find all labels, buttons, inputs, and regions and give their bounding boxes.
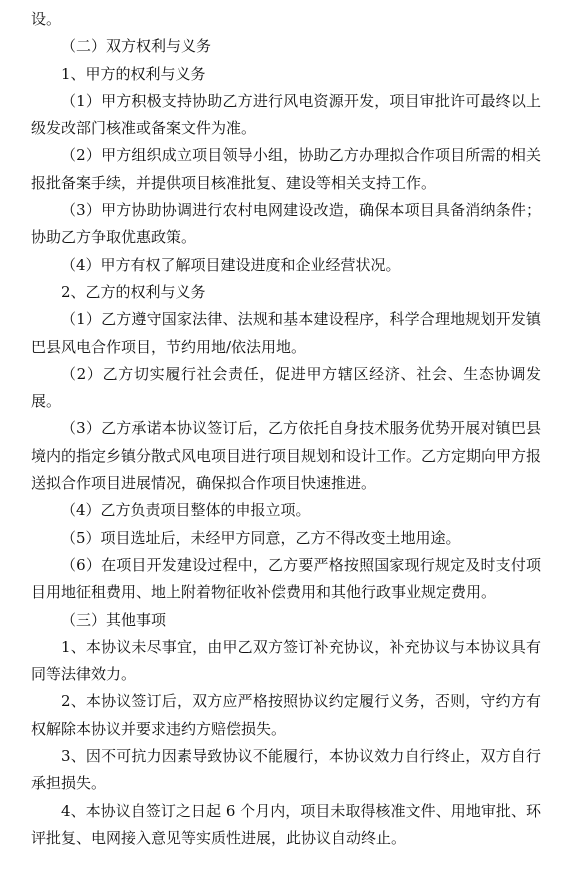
section-heading-other-matters: （三）其他事项 bbox=[61, 610, 167, 629]
other-clause-1: 1、本协议未尽事宜，由甲乙双方签订补充协议，补充协议与本协议具有同等法律效力。 bbox=[31, 637, 541, 684]
clause-b-6: （6）在项目开发建设过程中，乙方要严格按照国家现行规定及时支付项目用地征租费用、地上附着物征收补偿费用和其他行政事业规定费用。 bbox=[31, 555, 541, 602]
paragraph-continuation: 设。 bbox=[31, 10, 62, 28]
clause-b-3: （3）乙方承诺本协议签订后，乙方依托自身技术服务优势开展对镇巴县境内的指定乡镇分散式风电项目进行项目规划和设计工作。乙方定期向甲方报送拟合作项目进展情况，确保拟合作项目快速推进。 bbox=[31, 419, 542, 493]
clause-a-4: （4）甲方有权了解项目建设进度和企业经营状况。 bbox=[61, 255, 401, 274]
other-clause-4: 4、本协议自签订之日起 6 个月内，项目未取得核准文件、用地审批、环评批复、电网接入意见等实质性进展，此协议自动终止。 bbox=[31, 801, 541, 847]
clause-b-2: （2）乙方切实履行社会责任，促进甲方辖区经济、社会、生态协调发展。 bbox=[31, 364, 541, 411]
clause-a-3: （3）甲方协助协调进行农村电网建设改造，确保本项目具备消纳条件；协助乙方争取优惠政策。 bbox=[31, 201, 541, 247]
clause-b-4: （4）乙方负责项目整体的申报立项。 bbox=[61, 501, 311, 520]
subheading-party-b: 2、乙方的权利与义务 bbox=[61, 282, 206, 301]
other-clause-2: 2、本协议签订后，双方应严格按照协议约定履行义务，否则，守约方有权解除本协议并要求违约方赔偿损失。 bbox=[31, 692, 541, 738]
clause-a-2: （2）甲方组织成立项目领导小组，协助乙方办理拟合作项目所需的相关报批备案手续，并提供项目核准批复、建设等相关支持工作。 bbox=[31, 146, 541, 192]
section-heading-rights-obligations: （二）双方权利与义务 bbox=[61, 37, 212, 56]
clause-b-5: （5）项目选址后，未经甲方同意，乙方不得改变土地用途。 bbox=[61, 528, 461, 547]
subheading-party-a: 1、甲方的权利与义务 bbox=[61, 64, 206, 83]
clause-b-1: （1）乙方遵守国家法律、法规和基本建设程序，科学合理地规划开发镇巴县风电合作项目，节约用地/依法用地。 bbox=[31, 310, 541, 356]
other-clause-3: 3、因不可抗力因素导致协议不能履行，本协议效力自行终止，双方自行承担损失。 bbox=[31, 747, 541, 793]
clause-a-1: （1）甲方积极支持协助乙方进行风电资源开发，项目审批许可最终以上级发改部门核准或备案文件为准。 bbox=[31, 91, 541, 138]
